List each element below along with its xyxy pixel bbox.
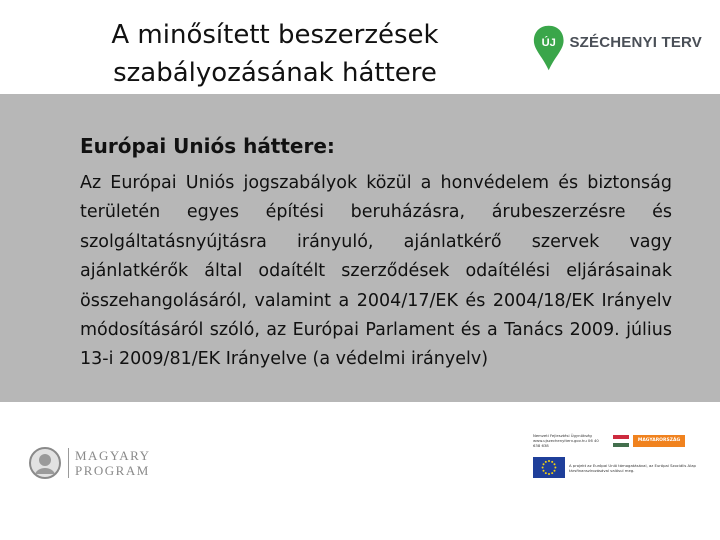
slide-title bbox=[60, 16, 490, 92]
szechenyi-terv-logo bbox=[532, 22, 702, 74]
eu-flag-icon bbox=[533, 457, 565, 478]
slide-title-line-2: szabályozásának háttere bbox=[113, 58, 437, 88]
hungary-renewal-banner: MAGYARORSZÁG MEGÚJUL bbox=[633, 435, 685, 447]
logo-divider bbox=[68, 448, 69, 478]
map-pin-icon bbox=[532, 22, 565, 74]
magyary-text bbox=[75, 448, 151, 478]
magyary-line-1: MAGYARY bbox=[75, 448, 151, 463]
eu-support-text: A projekt az Európai Unió támogatásával, az Európai Szociális Alap társfinanszírozásával valósul meg. bbox=[569, 462, 696, 473]
hungary-agency-text: Nemzeti Fejlesztési Ügynökség www.ujszechenyiterv.gov.hu 06 40 638 638 bbox=[533, 433, 599, 448]
hungary-row bbox=[533, 433, 685, 455]
section-heading: Európai Uniós háttere: bbox=[80, 134, 335, 158]
logo-brand-text: SZÉCHENYI TERV bbox=[569, 34, 702, 51]
funding-logos bbox=[533, 433, 703, 483]
magyary-program-logo bbox=[28, 446, 151, 480]
hungarian-flag-icon bbox=[613, 435, 629, 447]
logo-mark-text: ÚJ bbox=[541, 37, 556, 50]
eu-row bbox=[533, 457, 699, 478]
body-paragraph: Az Európai Uniós jogszabályok közül a honvédelem és biztonság területén egyes építési beruházásra, árubeszerzésre és szolgáltatásnyújtásra irányuló, ajánlatkérő szervek vagy ajánlatkérők által odaítélt szerződések odaítélési eljárásainak összehangolásáról, valamint a 2004/17/EK és 2004/18/EK Irányelv módosításáról szóló, az Európai Parlament és a Tanács 2009. július 13-i 2009/81/EK Irányelve (a védelmi irányelv) bbox=[80, 173, 672, 370]
magyary-line-2: PROGRAM bbox=[75, 463, 150, 478]
slide-title-line-1: A minősített beszerzések bbox=[111, 20, 439, 50]
portrait-emblem-icon bbox=[28, 446, 62, 480]
